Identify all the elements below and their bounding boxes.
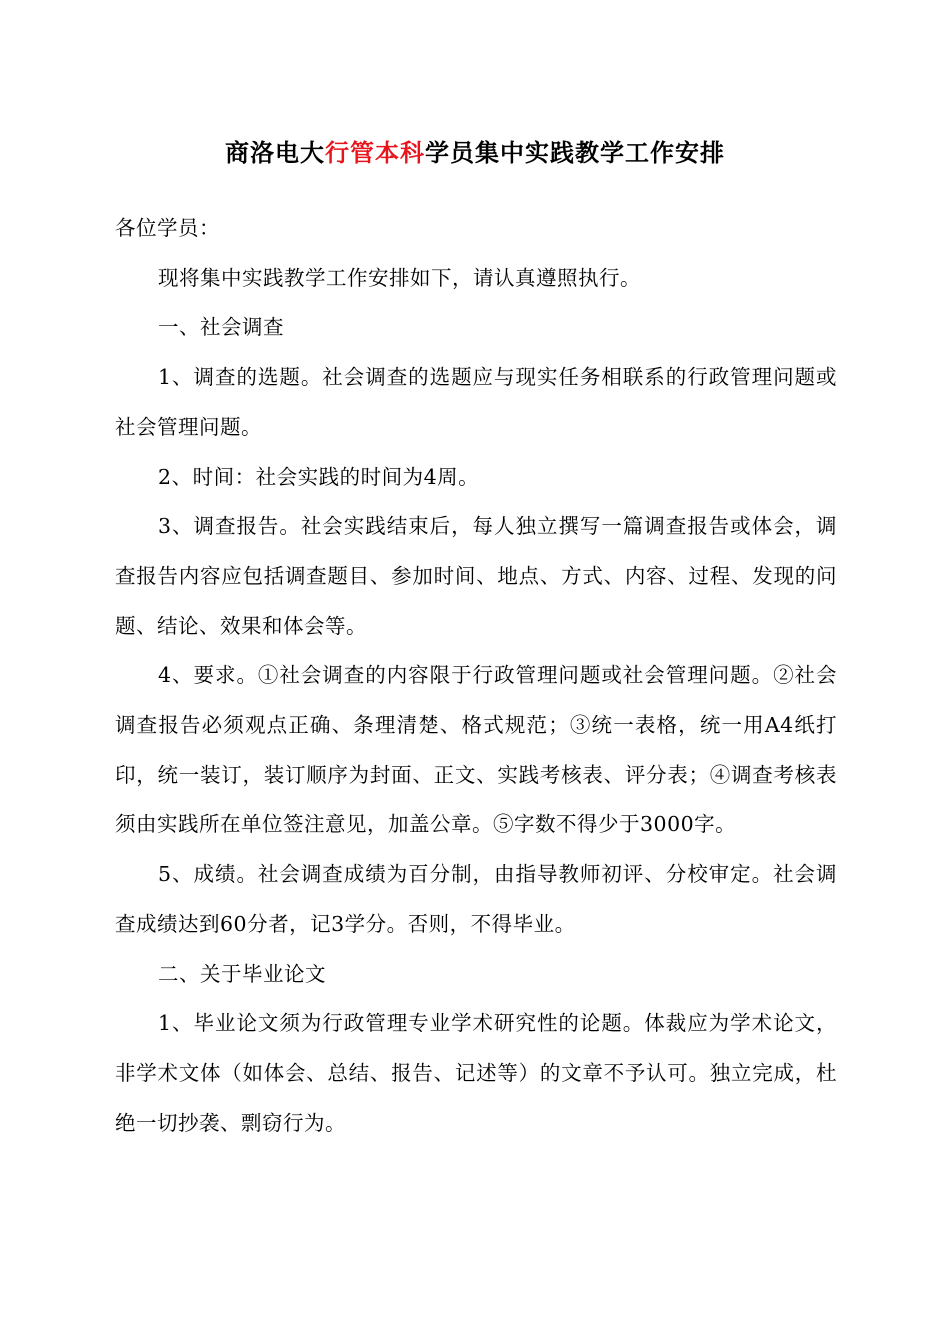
paragraph-intro: 现将集中实践教学工作安排如下，请认真遵照执行。 (158, 265, 642, 290)
document-body (115, 204, 837, 1148)
title-highlight: 行管本科 (325, 139, 425, 167)
section-heading-thesis: 二、关于毕业论文 (158, 961, 327, 986)
salutation: 各位学员： (115, 216, 220, 240)
paragraph-grading: 5、成绩。社会调查成绩为百分制，由指导教师初评、分校审定。社会调查成绩达到60分者，记3学分。否则，不得毕业。 (115, 862, 837, 936)
paragraph-report: 3、调查报告。社会实践结束后，每人独立撰写一篇调查报告或体会，调查报告内容应包括调查题目、参加时间、地点、方式、内容、过程、发现的问题、结论、效果和体会等。 (115, 514, 837, 638)
paragraph-thesis-topic: 1、毕业论文须为行政管理专业学术研究性的论题。体裁应为学术论文，非学术文体（如体会、总结、报告、记述等）的文章不予认可。独立完成，杜绝一切抄袭、剽窃行为。 (115, 1011, 837, 1135)
document-title (0, 133, 950, 173)
title-prefix: 商洛电大 (225, 139, 325, 167)
paragraph-topic: 1、调查的选题。社会调查的选题应与现实任务相联系的行政管理问题或社会管理问题。 (115, 365, 837, 439)
paragraph-time: 2、时间：社会实践的时间为4周。 (158, 464, 480, 489)
paragraph-requirements: 4、要求。①社会调查的内容限于行政管理问题或社会管理问题。②社会调查报告必须观点正确、条理清楚、格式规范；③统一表格，统一用A4纸打印，统一装订，装订顺序为封面、正文、实践考核表、评分表；④调查考核表须由实践所在单位签注意见，加盖公章。⑤字数不得少于3000字。 (115, 663, 837, 837)
title-suffix: 学员集中实践教学工作安排 (425, 139, 725, 167)
section-heading-survey: 一、社会调查 (158, 315, 285, 340)
